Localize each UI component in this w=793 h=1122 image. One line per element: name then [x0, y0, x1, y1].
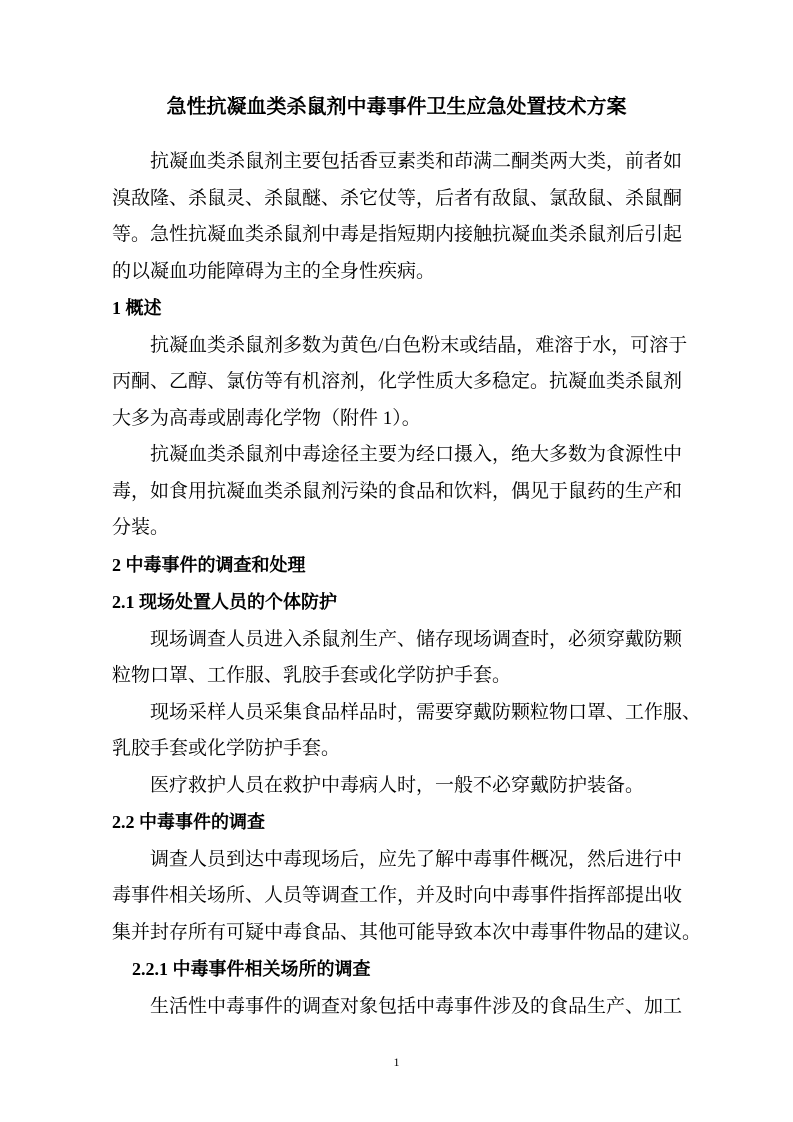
paragraph-line: 等。急性抗凝血类杀鼠剂中毒是指短期内接触抗凝血类杀鼠剂后引起: [112, 224, 683, 245]
paragraph: [112, 768, 682, 805]
paragraph-line: 毒事件相关场所、人员等调查工作，并及时向中毒事件指挥部提出收: [112, 885, 683, 906]
paragraph-line: 现场调查人员进入杀鼠剂生产、储存现场调查时，必须穿戴防颗: [150, 628, 683, 650]
paragraph-line: 抗凝血类杀鼠剂主要包括香豆素类和茚满二酮类两大类，前者如: [150, 151, 683, 172]
paragraph-line: 医疗救护人员在救护中毒病人时，一般不必穿戴防护装备。: [150, 774, 645, 796]
paragraph-line: 丙酮、乙醇、氯仿等有机溶剂，化学性质大多稳定。抗凝血类杀鼠剂: [112, 371, 683, 392]
paragraph: [112, 622, 682, 695]
section-heading: 2.2 中毒事件的调查: [112, 812, 265, 832]
section-heading: 1 概述: [112, 298, 162, 318]
paragraph: [112, 437, 682, 547]
paragraph: [112, 328, 688, 438]
paragraph-line: 集并封存所有可疑中毒食品、其他可能导致本次中毒事件物品的建议。: [112, 921, 702, 943]
document-body: [112, 144, 702, 1025]
paragraph-line: 分装。: [112, 517, 170, 538]
section-heading: 2 中毒事件的调查和处理: [112, 554, 306, 575]
paragraph-line: 抗凝血类杀鼠剂中毒途径主要为经口摄入，绝大多数为食源性中: [150, 444, 683, 465]
paragraph-line: 乳胶手套或化学防护手套。: [112, 738, 341, 759]
paragraph-line: 抗凝血类杀鼠剂多数为黄色/白色粉末或结晶，难溶于水，可溶于: [150, 334, 688, 356]
paragraph: [112, 695, 702, 768]
section-heading: 2.1 现场处置人员的个体防护: [112, 592, 337, 612]
page-number: 1: [393, 1055, 400, 1069]
paragraph-line: 调查人员到达中毒现场后，应先了解中毒事件概况，然后进行中: [150, 848, 683, 870]
paragraph: [112, 842, 702, 952]
paragraph: [112, 989, 682, 1026]
paragraph-line: 粒物口罩、工作服、乳胶手套或化学防护手套。: [112, 665, 512, 686]
paragraph-line: 溴敌隆、杀鼠灵、杀鼠醚、杀它仗等，后者有敌鼠、氯敌鼠、杀鼠酮: [112, 187, 683, 209]
paragraph-line: 现场采样人员采集食品样品时，需要穿戴防颗粒物口罩、工作服、: [150, 701, 702, 723]
paragraph: [112, 144, 682, 290]
paragraph-line: 大多为高毒或剧毒化学物（附件 1）。: [112, 407, 421, 429]
paragraph-line: 生活性中毒事件的调查对象包括中毒事件涉及的食品生产、加工: [150, 995, 683, 1017]
section-heading: 2.2.1 中毒事件相关场所的调查: [132, 959, 371, 979]
paragraph-line: 的以凝血功能障碍为主的全身性疾病。: [112, 260, 436, 282]
paragraph-line: 毒，如食用抗凝血类杀鼠剂污染的食品和饮料，偶见于鼠药的生产和: [112, 480, 683, 502]
document-title: 急性抗凝血类杀鼠剂中毒事件卫生应急处置技术方案: [166, 96, 627, 118]
